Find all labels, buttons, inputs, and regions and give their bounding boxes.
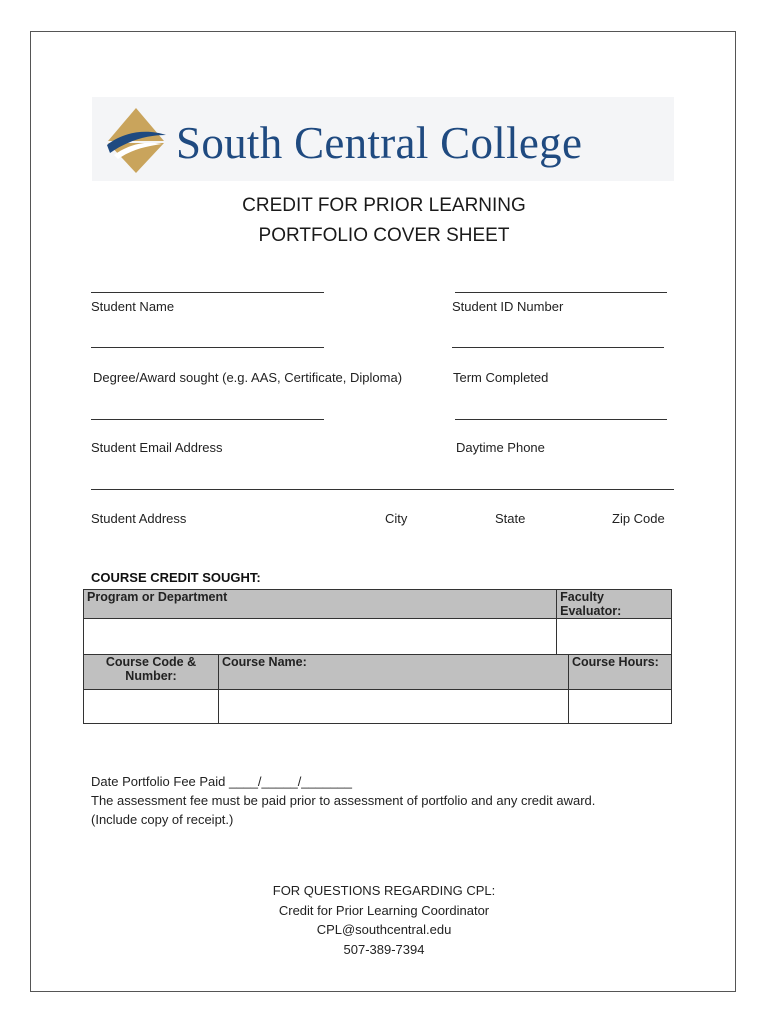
contact-email[interactable]: CPL@southcentral.edu <box>316 922 452 937</box>
logo-diamond-icon <box>104 105 168 175</box>
course-code-header: Course Code & Number: <box>84 655 219 690</box>
college-logo <box>92 97 674 181</box>
course-hours-header: Course Hours: <box>569 655 672 690</box>
fee-date-line: Date Portfolio Fee Paid ____/_____/_______ <box>91 774 352 789</box>
email-field[interactable] <box>91 419 324 420</box>
address-label: Student Address <box>91 511 187 526</box>
contact-heading: FOR QUESTIONS REGARDING CPL: <box>272 883 496 898</box>
daytime-phone-field[interactable] <box>455 419 667 420</box>
course-code-input-cell[interactable] <box>84 690 219 724</box>
program-header: Program or Department <box>84 590 557 619</box>
student-name-field[interactable] <box>91 292 324 293</box>
course-credit-table <box>83 589 672 724</box>
city-label: City <box>385 511 408 526</box>
state-label: State <box>495 511 526 526</box>
address-field[interactable] <box>91 489 674 490</box>
student-name-label: Student Name <box>91 299 175 314</box>
course-credit-heading: COURSE CREDIT SOUGHT: <box>91 570 261 585</box>
fee-receipt-note: (Include copy of receipt.) <box>91 812 234 827</box>
daytime-phone-label: Daytime Phone <box>456 440 545 455</box>
zip-label: Zip Code <box>612 511 665 526</box>
student-id-label: Student ID Number <box>452 299 564 314</box>
contact-phone: 507-389-7394 <box>343 942 425 957</box>
faculty-header: Faculty Evaluator: <box>557 590 672 619</box>
degree-award-label: Degree/Award sought (e.g. AAS, Certificate, Diploma) <box>93 370 403 385</box>
fee-notice: The assessment fee must be paid prior to assessment of portfolio and any credit award. <box>91 793 596 808</box>
course-name-header: Course Name: <box>219 655 569 690</box>
course-name-input-cell[interactable] <box>219 690 569 724</box>
student-id-field[interactable] <box>455 292 667 293</box>
course-hours-input-cell[interactable] <box>569 690 672 724</box>
contact-role: Credit for Prior Learning Coordinator <box>278 903 490 918</box>
email-label: Student Email Address <box>91 440 223 455</box>
degree-award-field[interactable] <box>91 347 324 348</box>
form-title-line2: PORTFOLIO COVER SHEET <box>258 225 510 246</box>
program-input-cell[interactable] <box>84 619 557 655</box>
term-completed-label: Term Completed <box>453 370 549 385</box>
college-name: South Central College <box>176 118 583 168</box>
form-title-line1: CREDIT FOR PRIOR LEARNING <box>242 195 526 216</box>
term-completed-field[interactable] <box>452 347 664 348</box>
faculty-input-cell[interactable] <box>557 619 672 655</box>
